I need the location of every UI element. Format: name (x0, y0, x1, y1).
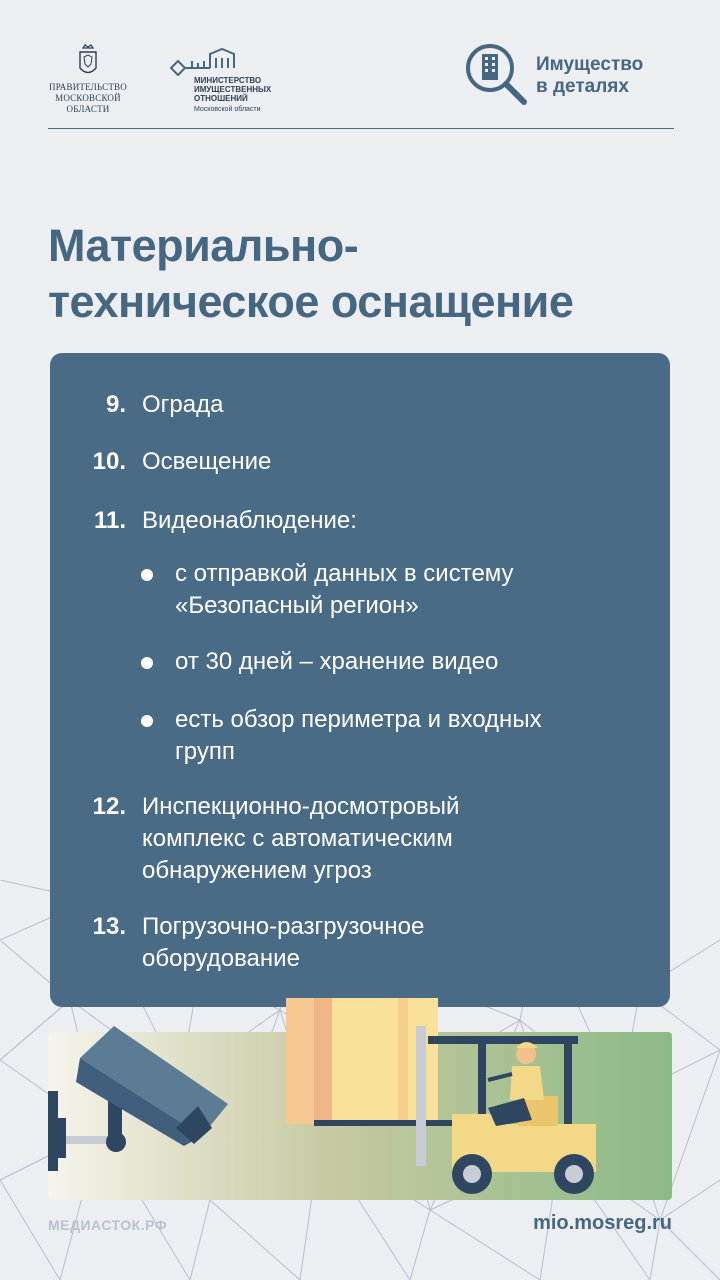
list-subitem-text: с отправкой данных в систему «Безопасный регион» (175, 560, 514, 619)
coat-of-arms-icon (77, 44, 99, 78)
footer-media-link: МЕДИАСТОК.РФ (48, 1217, 168, 1233)
key-building-icon (170, 46, 236, 76)
header-divider (48, 128, 674, 129)
camera-forklift-illustration (48, 996, 672, 1202)
brand-logo (464, 42, 674, 112)
list-item-text: Видеонаблюдение: (142, 507, 357, 534)
ministry-logo-text: МИНИСТЕРСТВО ИМУЩЕСТВЕННЫХ ОТНОШЕНИЙ (194, 76, 272, 103)
page-title-line-1: Материально- (48, 220, 359, 271)
bullet-icon (141, 569, 153, 581)
list-subitem-text: от 30 дней – хранение видео (175, 648, 499, 675)
header (48, 40, 674, 130)
list-item-number: 11. (93, 507, 126, 534)
magnifier-building-icon (464, 42, 530, 108)
government-logo (48, 44, 128, 115)
list-subitem-text: есть обзор периметра и входных групп (175, 706, 542, 765)
list-item-number: 12. (92, 793, 126, 820)
list-item-number: 10. (92, 448, 126, 475)
government-logo-text: ПРАВИТЕЛЬСТВО МОСКОВСКОЙ ОБЛАСТИ (49, 82, 127, 114)
bullet-icon (141, 657, 153, 669)
brand-text: Имущество в деталях (536, 54, 644, 97)
list-item-text: Инспекционно-досмотровый комплекс с автоматическим обнаружением угроз (142, 793, 460, 884)
footer-site-link: mio.mosreg.ru (533, 1212, 672, 1234)
list-item-number: 13. (92, 913, 126, 940)
list-item-text: Погрузочно-разгрузочное оборудование (142, 913, 425, 972)
list-item-text: Освещение (142, 448, 272, 475)
list-item-number: 9. (105, 391, 126, 418)
page-title (48, 218, 688, 330)
list-item-text: Ограда (142, 391, 224, 418)
equipment-list-card (50, 353, 670, 1007)
ministry-logo-subtext: Московской области (194, 106, 261, 113)
bullet-icon (141, 715, 153, 727)
page-title-line-2: техническое оснащение (48, 276, 574, 327)
